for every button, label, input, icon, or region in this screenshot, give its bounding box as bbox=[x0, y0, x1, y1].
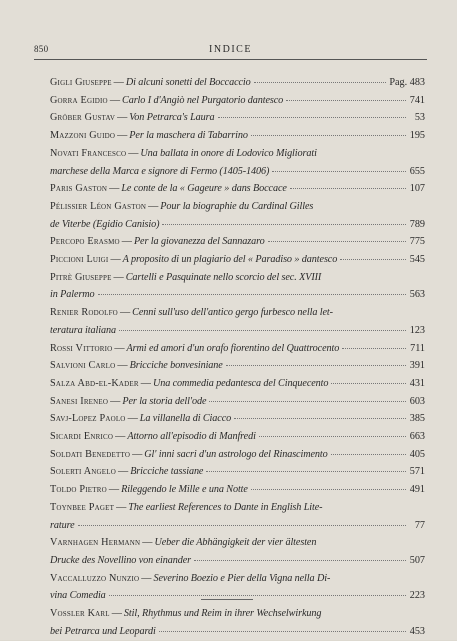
work-title: marchese della Marca e signore di Fermo (1405-1406) bbox=[50, 165, 270, 177]
work-title: in Palermo bbox=[50, 289, 95, 301]
page-reference: 431 bbox=[409, 377, 425, 389]
entry-continuation-line bbox=[50, 517, 425, 535]
author-name: Rossi Vittorio bbox=[50, 342, 113, 354]
work-title: Severino Boezio e Pier della Vigna nella Di- bbox=[153, 572, 331, 584]
page-reference: 775 bbox=[409, 236, 425, 248]
work-title: Una ballata in onore di Lodovico Migliorati bbox=[140, 147, 317, 159]
leader-dots bbox=[119, 330, 406, 331]
page-reference: Pag. 483 bbox=[389, 77, 425, 88]
entry-first-line bbox=[50, 92, 425, 110]
index-entry bbox=[50, 74, 425, 92]
index-list bbox=[50, 74, 425, 641]
dash-separator: — bbox=[110, 254, 121, 266]
work-title: A proposito di un plagiario del « Paradiso » dantesco bbox=[122, 254, 338, 266]
entry-continuation-line bbox=[50, 216, 425, 234]
entry-continuation-line bbox=[50, 552, 425, 570]
dash-separator: — bbox=[132, 448, 143, 460]
index-entry bbox=[50, 269, 425, 304]
index-entry bbox=[50, 375, 425, 393]
page-title: INDICE bbox=[209, 44, 252, 55]
entry-first-line bbox=[50, 198, 425, 216]
index-entry bbox=[50, 463, 425, 481]
work-title: rature bbox=[50, 519, 75, 531]
author-name: Solerti Angelo bbox=[50, 466, 116, 478]
author-name: Gorra Egidio bbox=[50, 94, 108, 106]
author-name: Pitrè Giuseppe bbox=[50, 271, 112, 283]
entry-first-line bbox=[50, 109, 425, 127]
work-title: de Viterbe (Egidio Canisio) bbox=[50, 218, 160, 230]
page-reference: 53 bbox=[414, 112, 425, 124]
page-number: 850 bbox=[34, 44, 49, 54]
entry-first-line bbox=[50, 446, 425, 464]
index-entry bbox=[50, 410, 425, 428]
leader-dots bbox=[259, 436, 406, 437]
author-name: Piccioni Luigi bbox=[50, 254, 109, 266]
entry-first-line bbox=[50, 463, 425, 481]
work-title: Per la giovanezza del Sannazaro bbox=[133, 236, 265, 248]
work-title: Bricciche tassiane bbox=[130, 466, 204, 478]
work-title: vina Comedia bbox=[50, 590, 106, 602]
entry-first-line bbox=[50, 340, 425, 358]
leader-dots bbox=[251, 135, 406, 136]
page-reference: 391 bbox=[409, 360, 425, 372]
entry-first-line bbox=[50, 74, 425, 92]
dash-separator: — bbox=[140, 377, 151, 389]
dash-separator: — bbox=[118, 466, 129, 478]
index-entry bbox=[50, 393, 425, 411]
leader-dots bbox=[109, 595, 406, 596]
author-name: Toynbee Paget bbox=[50, 501, 115, 513]
entry-first-line bbox=[50, 570, 425, 588]
work-title: Drucke des Novellino von einander bbox=[50, 554, 191, 566]
author-name: Sicardi Enrico bbox=[50, 431, 114, 443]
page-reference: 223 bbox=[409, 590, 425, 602]
leader-dots bbox=[272, 171, 406, 172]
dash-separator: — bbox=[109, 183, 120, 195]
entry-first-line bbox=[50, 481, 425, 499]
page-reference: 545 bbox=[409, 254, 425, 266]
work-title: Una commedia pedantesca del Cinquecento bbox=[152, 377, 329, 389]
work-title: Per la storia dell'ode bbox=[122, 395, 207, 407]
index-entry bbox=[50, 428, 425, 446]
author-name: Pélissier Léon Gaston bbox=[50, 200, 147, 212]
dash-separator: — bbox=[117, 130, 128, 142]
author-name: Renier Rodolfo bbox=[50, 307, 118, 319]
author-name: Savj-Lopez Paolo bbox=[50, 413, 126, 425]
entry-first-line bbox=[50, 304, 425, 322]
entry-first-line bbox=[50, 499, 425, 517]
entry-first-line bbox=[50, 127, 425, 145]
entry-first-line bbox=[50, 393, 425, 411]
entry-first-line bbox=[50, 357, 425, 375]
work-title: Carlo I d'Angiò nel Purgatorio dantesco bbox=[122, 94, 284, 106]
work-title: Rileggendo le Mille e una Notte bbox=[121, 484, 248, 496]
dash-separator: — bbox=[111, 608, 122, 620]
entry-first-line bbox=[50, 233, 425, 251]
page-reference: 453 bbox=[409, 625, 425, 637]
page-reference: 405 bbox=[409, 448, 425, 460]
leader-dots bbox=[209, 401, 406, 402]
work-title: The earliest References to Dante in English Lite- bbox=[128, 501, 323, 513]
author-name: Vaccalluzzo Nunzio bbox=[50, 572, 140, 584]
index-entry bbox=[50, 304, 425, 339]
work-title: Cenni sull'uso dell'antico gergo furbesco nella let- bbox=[132, 307, 333, 319]
header-rule bbox=[34, 59, 427, 60]
leader-dots bbox=[342, 348, 406, 349]
work-title: Bricciche bonvesiniane bbox=[129, 360, 223, 372]
index-entry bbox=[50, 180, 425, 198]
leader-dots bbox=[268, 241, 406, 242]
page-reference: 195 bbox=[409, 130, 425, 142]
leader-dots bbox=[206, 471, 406, 472]
work-title: Armi ed amori d'un orafo fiorentino del Quattrocento bbox=[126, 342, 340, 354]
page-header bbox=[34, 44, 427, 58]
author-name: Mazzoni Guido bbox=[50, 130, 116, 142]
page-reference: 123 bbox=[409, 324, 425, 336]
entry-continuation-line bbox=[50, 163, 425, 181]
leader-dots bbox=[331, 454, 406, 455]
index-entry bbox=[50, 233, 425, 251]
leader-dots bbox=[290, 188, 406, 189]
page-reference: 507 bbox=[409, 554, 425, 566]
author-name: Percopo Erasmo bbox=[50, 236, 120, 248]
work-title: Stil, Rhythmus und Reim in ihrer Wechselwirkung bbox=[123, 608, 322, 620]
author-name: Sanesi Ireneo bbox=[50, 395, 109, 407]
author-name: Gigli Giuseppe bbox=[50, 77, 112, 88]
author-name: Soldati Benedetto bbox=[50, 448, 131, 460]
page-reference: 789 bbox=[409, 218, 425, 230]
page-reference: 741 bbox=[409, 94, 425, 106]
leader-dots bbox=[226, 365, 406, 366]
leader-dots bbox=[98, 294, 406, 295]
dash-separator: — bbox=[110, 395, 121, 407]
leader-dots bbox=[234, 418, 406, 419]
leader-dots bbox=[194, 560, 406, 561]
dash-separator: — bbox=[114, 342, 125, 354]
index-entry bbox=[50, 92, 425, 110]
leader-dots bbox=[331, 383, 406, 384]
footer-rule bbox=[201, 599, 253, 600]
work-title: Per la maschera di Tabarrino bbox=[129, 130, 248, 142]
page-reference: 491 bbox=[409, 484, 425, 496]
index-entry bbox=[50, 605, 425, 640]
work-title: bei Petrarca und Leopardi bbox=[50, 625, 156, 637]
index-entry bbox=[50, 499, 425, 534]
page-reference: 385 bbox=[409, 413, 425, 425]
dash-separator: — bbox=[117, 360, 128, 372]
dash-separator: — bbox=[115, 431, 126, 443]
work-title: Ueber die Abhängigkeit der vier ältesten bbox=[154, 537, 317, 549]
dash-separator: — bbox=[113, 271, 124, 283]
entry-first-line bbox=[50, 410, 425, 428]
dash-separator: — bbox=[108, 484, 120, 496]
work-title: teratura italiana bbox=[50, 324, 116, 336]
dash-separator: — bbox=[127, 413, 138, 425]
entry-first-line bbox=[50, 269, 425, 287]
work-title: Von Petrarca's Laura bbox=[129, 112, 215, 124]
index-entry bbox=[50, 357, 425, 375]
index-entry bbox=[50, 109, 425, 127]
page-reference: 563 bbox=[409, 289, 425, 301]
dash-separator: — bbox=[142, 537, 153, 549]
dash-separator: — bbox=[128, 147, 139, 159]
entry-continuation-line bbox=[50, 623, 425, 641]
entry-first-line bbox=[50, 375, 425, 393]
author-name: Salvioni Carlo bbox=[50, 360, 116, 372]
entry-first-line bbox=[50, 251, 425, 269]
author-name: Varnhagen Hermann bbox=[50, 537, 141, 549]
leader-dots bbox=[254, 82, 387, 83]
entry-continuation-line bbox=[50, 587, 425, 605]
page-reference: 603 bbox=[409, 395, 425, 407]
dash-separator: — bbox=[113, 77, 124, 88]
work-title: La villanella di Ciacco bbox=[139, 413, 232, 425]
index-entry bbox=[50, 251, 425, 269]
dash-separator: — bbox=[148, 200, 159, 212]
dash-separator: — bbox=[116, 501, 127, 513]
work-title: Cartelli e Pasquinate nello scorcio del sec. XVIII bbox=[125, 271, 322, 283]
dash-separator: — bbox=[121, 236, 132, 248]
author-name: Vossler Karl bbox=[50, 608, 110, 620]
dash-separator: — bbox=[117, 112, 128, 124]
leader-dots bbox=[162, 224, 406, 225]
entry-first-line bbox=[50, 180, 425, 198]
index-entry bbox=[50, 145, 425, 180]
dash-separator: — bbox=[141, 572, 152, 584]
index-entry bbox=[50, 127, 425, 145]
entry-continuation-line bbox=[50, 286, 425, 304]
index-entry bbox=[50, 446, 425, 464]
leader-dots bbox=[218, 117, 406, 118]
author-name: Gröber Gustav bbox=[50, 112, 116, 124]
author-name: Novati Francesco bbox=[50, 147, 127, 159]
index-entry bbox=[50, 198, 425, 233]
author-name: Toldo Pietro bbox=[50, 484, 107, 496]
entry-first-line bbox=[50, 605, 425, 623]
page-reference: 663 bbox=[409, 431, 425, 443]
author-name: Salza Abd-el-Kader bbox=[50, 377, 139, 389]
index-entry bbox=[50, 534, 425, 569]
entry-first-line bbox=[50, 428, 425, 446]
work-title: Le conte de la « Gageure » dans Boccace bbox=[121, 183, 287, 195]
page-reference: 107 bbox=[409, 183, 425, 195]
work-title: Pour la biographie du Cardinal Gilles bbox=[160, 200, 314, 212]
entry-continuation-line bbox=[50, 322, 425, 340]
leader-dots bbox=[159, 631, 406, 632]
leader-dots bbox=[340, 259, 406, 260]
leader-dots bbox=[251, 489, 406, 490]
page-reference: 655 bbox=[409, 165, 425, 177]
index-entry bbox=[50, 340, 425, 358]
author-name: Paris Gaston bbox=[50, 183, 108, 195]
dash-separator: — bbox=[109, 94, 120, 106]
page-reference: 711 bbox=[410, 342, 425, 354]
entry-first-line bbox=[50, 145, 425, 163]
entry-first-line bbox=[50, 534, 425, 552]
index-entry bbox=[50, 481, 425, 499]
work-title: Attorno all'episodio di Manfredi bbox=[127, 431, 256, 443]
dash-separator: — bbox=[119, 307, 131, 319]
work-title: Gl' inni sacri d'un astrologo del Rinascimento bbox=[144, 448, 328, 460]
leader-dots bbox=[78, 525, 407, 526]
leader-dots bbox=[286, 100, 406, 101]
work-title: Di alcuni sonetti del Boccaccio bbox=[125, 77, 251, 88]
page-reference: 571 bbox=[409, 466, 425, 478]
page-reference: 77 bbox=[414, 519, 425, 531]
